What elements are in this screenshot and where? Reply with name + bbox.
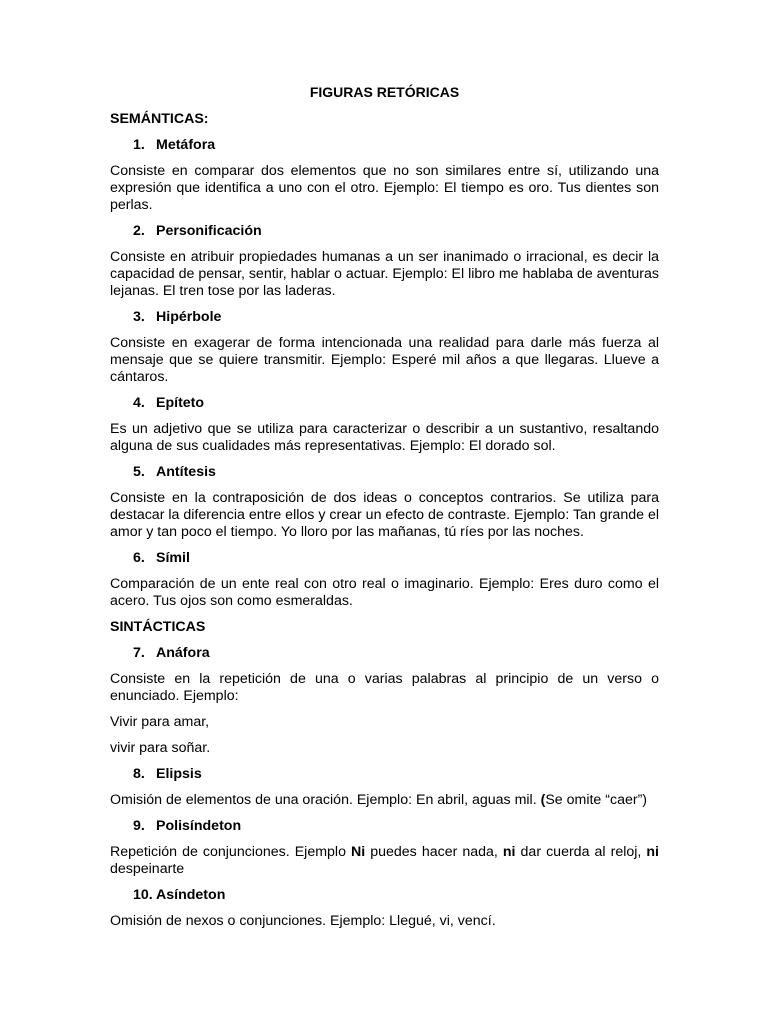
conjunction-highlight: ni: [502, 844, 516, 860]
item-description: Consiste en atribuir propiedades humanas a un ser inanimado o irracional, es decir la capacidad de pensar, sentir, hablar o actuar. Ejemplo: El libro me hablaba de aventuras lejanas. El tren tose por las laderas.: [110, 249, 659, 299]
item-number: 9.: [133, 818, 145, 834]
item-heading-asindeton: [110, 887, 659, 904]
item-number: 1.: [133, 137, 145, 153]
item-number: 2.: [133, 223, 145, 239]
item-description: Omisión de nexos o conjunciones. Ejemplo: Llegué, vi, vencí.: [110, 913, 496, 929]
document-title: FIGURAS RETÓRICAS: [309, 84, 460, 100]
item-name: Símil: [156, 550, 190, 566]
item-heading-simil: [110, 550, 659, 567]
description-text: Omisión de elementos de una oración. Ejemplo: En abril, aguas mil.: [110, 792, 541, 808]
item-name: Polisíndeton: [156, 818, 242, 834]
description-text: Se omite “caer”): [545, 792, 648, 808]
conjunction-highlight: Ni: [351, 844, 366, 860]
example-line: vivir para soñar.: [110, 740, 211, 756]
description-text: dar cuerda al reloj,: [515, 844, 647, 860]
item-description: Consiste en exagerar de forma intencionada una realidad para darle más fuerza al mensaje que se quiere transmitir. Ejemplo: Esperé mil años a que llegaras. Llueve a cántaros.: [110, 335, 659, 385]
section-heading-sintacticas: SINTÁCTICAS: [110, 619, 206, 635]
item-number: 8.: [133, 766, 145, 782]
item-name: Antítesis: [156, 464, 216, 480]
example-line: Vivir para amar,: [110, 714, 210, 730]
section-heading-semanticas: SEMÁNTICAS:: [110, 111, 209, 127]
item-number: 10.: [133, 887, 153, 903]
item-name: Hipérbole: [156, 309, 222, 325]
item-description: [110, 844, 659, 878]
item-description: Consiste en comparar dos elementos que no son similares entre sí, utilizando una expresión que identifica a uno con el otro. Ejemplo: El tiempo es oro. Tus dientes son perlas.: [110, 163, 659, 213]
description-bold-text: (: [540, 792, 546, 808]
item-name: Asíndeton: [156, 887, 226, 903]
item-number: 7.: [133, 645, 145, 661]
item-description: Consiste en la contraposición de dos ideas o conceptos contrarios. Se utiliza para destacar la diferencia entre ellos y crear un efecto de contraste. Ejemplo: Tan grande el amor y tan poco el tiempo. Yo lloro por las mañanas, tú ríes por las noches.: [110, 490, 659, 540]
item-heading-metafora: [110, 137, 659, 154]
item-name: Epíteto: [156, 395, 205, 411]
description-text: puedes hacer nada,: [365, 844, 503, 860]
item-heading-elipsis: [110, 766, 659, 783]
item-number: 3.: [133, 309, 145, 325]
item-heading-hiperbole: [110, 309, 659, 326]
item-description: Comparación de un ente real con otro real o imaginario. Ejemplo: Eres duro como el acero. Tus ojos son como esmeraldas.: [110, 576, 659, 609]
description-text: Repetición de conjunciones. Ejemplo: [110, 844, 351, 860]
item-name: Elipsis: [156, 766, 202, 782]
item-description: Consiste en la repetición de una o varias palabras al principio de un verso o enunciado. Ejemplo:: [110, 671, 659, 704]
item-name: Metáfora: [156, 137, 216, 153]
description-text: despeinarte: [110, 861, 185, 877]
item-heading-polisindeton: [110, 818, 659, 835]
item-name: Personificación: [156, 223, 262, 239]
item-heading-antitesis: [110, 464, 659, 481]
item-heading-personificacion: [110, 223, 659, 240]
item-description: [110, 792, 659, 809]
item-heading-anafora: [110, 645, 659, 662]
item-number: 6.: [133, 550, 145, 566]
item-heading-epiteto: [110, 395, 659, 412]
item-number: 4.: [133, 395, 145, 411]
conjunction-highlight: ni: [646, 844, 659, 860]
item-description: Es un adjetivo que se utiliza para caracterizar o describir a un sustantivo, resaltando alguna de sus cualidades más representativas. Ejemplo: El dorado sol.: [110, 421, 659, 454]
item-number: 5.: [133, 464, 145, 480]
document-page: [110, 84, 659, 939]
item-name: Anáfora: [156, 645, 210, 661]
